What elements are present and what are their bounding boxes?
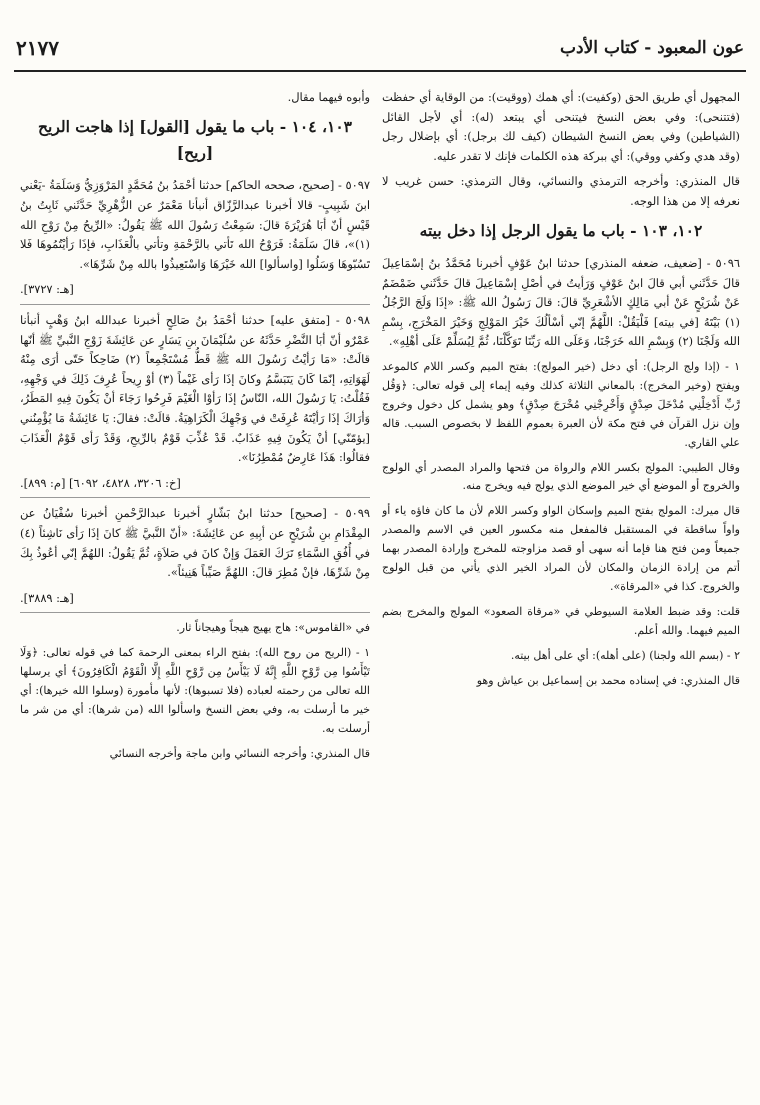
chapter-heading: ١٠٣، ١٠٤ - باب ما يقول [القول] إذا هاجت الريح [ريح] — [38, 116, 352, 162]
hadith-reference — [20, 589, 370, 614]
footnote: قال المنذري: وأخرجه النسائي وابن ماجة وأخرجه النسائي — [109, 746, 370, 760]
commentary-paragraph: قال المنذري: وأخرجه الترمذي والنسائي، وقال الترمذي: حسن غريب لا نعرفه إلا من هذا الوجه. — [382, 174, 740, 209]
reference-text: [خ: ٣٢٠٦، ٤٨٢٨، ٦٠٩٢] [م: ٨٩٩]. — [20, 475, 181, 490]
page-number: ٢١٧٧ — [16, 36, 59, 60]
left-column — [20, 88, 370, 1093]
footnote: قال ميرك: المولج بفتح الميم وإسكان الواو وكسر اللام لأن ما كان فاؤه ياء أو واواً ساقطة في المستقبل فالمفعل منه مكسور العين في الاسم والمصدر جميعاً ومن فتح هنا فإما أنه سهى أو قصد مزاوجته للمخرج وإرادة المصدر بهما أتم من إرادة الزمان والمكان لأن المراد الخير الذي يأتي من قبل الولوج والخروج. كذا في «المرقاة». — [382, 504, 740, 594]
footnote: ١ - (إذا ولج الرجل): أي دخل (خير المولج): بفتح الميم وكسر اللام كالموعد ويفتح (وخير المخرج): بالمعاني الثلاثة كذلك وفيه إيماء إلى قوله تعالى: ﴿وَقُل رَّبِّ أَدْخِلْنِي مُدْخَلَ صِدْقٍ وَأَخْرِجْنِي مُخْرَجَ صِدْقٍ﴾ وهو يشمل كل دخول وخروج وإن نزل القرآن في فتح مكة لأن العبرة بعموم اللفظ لا بخصوص السبب. قاله علي القاري. — [382, 360, 740, 449]
reference-text: [هـ: ٣٧٢٧]. — [20, 282, 74, 297]
hadith-5098: ٥٠٩٨ - [متفق عليه] حدثنا أحْمَدُ بنُ صَالِحٍ أخبرنا عبدالله ابنُ وَهْبٍ أنبأنا عَمْرٌو أنّ أبَا النَّضْرِ حَدَّثَهُ عن سُلَيْمَانَ بنِ يَسَارٍ عن عَائِشَةَ زَوْجِ النَّبيِّ ﷺ أنّها قالَتْ: «مَا رَأيْتُ رَسُولَ الله ﷺ قَطُّ مُسْتَجْمِعاً (٢) ضَاحِكاً حَتّى أرَى مِنْهُ لَهَوَاتِهِ، إنّمَا كَانَ يَتَبَسَّمُ وكانَ إذَا رَأى غَيْماً (٣) أوْ رِيحاً عُرِفَ ذَلِكَ في وَجْهِهِ، فَقُلْتُ: يَا رَسُولَ الله، النّاسُ إذَا رَأوْا الْغَيْمَ فَرِحُوا رَجَاءَ أنْ يَكُونَ فِيهِ المَطَرُ، وَأرَاكَ إذَا رَأيْتَهُ عُرِفَتْ في وَجْهِكَ الْكَرَاهِيَةُ. قالَتْ: فقالَ: يَا عَائِشَةُ مَا يُؤْمِنُني [يؤمّنّي] أنْ يَكُونَ فِيهِ عَذَابٌ. قَدْ عُذِّبَ قَوْمٌ بالرِّيحِ، وَقَدْ رَأى قَوْمٌ الْعَذَابَ فقالُوا: هَذَا عَارِضٌ مُمْطِرُنَا». — [20, 312, 370, 465]
page-header — [14, 34, 746, 72]
footnote: ٢ - (بسم الله ولجنا) (على أهله): أي على أهل بيته. — [510, 648, 740, 662]
hadith-5097: ٥٠٩٧ - [صحيح، صححه الحاكم] حدثنا أحْمَدُ بنُ مُحَمَّدٍ المَرْوَزِيُّ وَسَلَمَةُ -يَعْني ابنَ شَبِيبٍ- قالا أخبرنا عبدالرَّزّاق أنبأنا مَعْمَرٌ عن الزُّهْرِيِّ حَدَّثَني ثَابِتُ بنُ قَيْسٍ أنّ أبَا هُرَيْرَةَ قالَ: سَمِعْتُ رَسُولَ الله ﷺ يَقُولُ: «الرِّيحُ مِنْ رَوْحِ الله (١)»، قالَ سَلَمَةُ: فَرَوْحُ الله تَأتي بالرَّحْمَةِ وتأتي بالْعَذَابِ، فإذَا رَأيْتُمُوهَا فَلا تَسُبّوهَا وَسَلُوا [واسألوا] الله خَيْرَهَا وَاسْتَعِيذُوا بالله مِنْ شَرِّهَا». — [20, 178, 370, 271]
hadith-5096: ٥٠٩٦ - [ضعيف، ضعفه المنذري] حدثنا ابنُ عَوْفٍ أخبرنا مُحَمَّدُ بنُ إسْمَاعِيلَ قالَ حَدَّثَني أبي قالَ ابنُ عَوْفٍ وَرَأيتُ في أصْلِ إسْمَاعِيلَ قالَ حَدَّثَني ضَمْضَمٌ عَنْ شُرَيْحٍ عَنْ أبي مَالِكٍ الأشْعَرِيِّ قالَ: قالَ رَسُولُ الله ﷺ: «إذَا وَلَجَ الرَّجُلُ (١) بَيْتَهُ [في بيته] فَلْيَقُلْ: اللَّهُمَّ إنّي أسْألُكَ خَيْرَ المَوْلِجِ وَخَيْرَ المَخْرَجِ، بِسْمِ الله وَلَجْنَا (٢) وَبِسْمِ الله خَرَجْنَا، وَعَلَى الله رَبِّنَا تَوَكَّلْنَا، ثُمَّ لِيُسَلِّمْ عَلَى أهْلِهِ». — [382, 256, 740, 349]
footnote: قال المنذري: في إسناده محمد بن إسماعيل بن عياش وهو — [476, 673, 740, 687]
chapter-heading: ١٠٢، ١٠٣ - باب ما يقول الرجل إذا دخل بيته — [419, 220, 703, 240]
hadith-reference — [20, 474, 370, 499]
right-column — [382, 88, 740, 1093]
qamus-note: في «القاموس»: هاج يهيج هيجاً وهيجاناً ثار. — [176, 621, 370, 635]
reference-text: [هـ: ٣٨٨٩]. — [20, 590, 74, 605]
hadith-reference — [20, 280, 370, 305]
commentary-line: وأبوه فيهما مقال. — [287, 90, 370, 104]
hadith-5099: ٥٠٩٩ - [صحيح] حدثنا ابنُ بَشّارٍ أخبرنا عبدالرَّحْمنِ أخبرنا سُفْيَانُ عن المِقْدَامِ بنِ شُرَيْحٍ عن أبِيهِ عن عَائِشَةَ: «أنّ النَّبيَّ ﷺ كانَ إذَا رَأى نَاشِئاً (٤) في أُفُقِ السَّمَاءِ تَرَكَ العَمَلَ وَإنْ كانَ في صَلاَةٍ، ثُمَّ يَقُولُ: اللهُمَّ إنّي أعُوذُ بِكَ مِنْ شَرِّهَا، فإنْ مُطِرَ قالَ: اللهُمَّ صَيِّباً هَنِيئاً». — [20, 506, 370, 580]
commentary-paragraph: المجهول أي طريق الحق (وكفيت): أي همك (ووقيت): من الوقاية أي حفظت (فتتنحى): وفي بعض النسخ فيتنحى أي يبتعد (له): أي لأجل القائل (الشياطين) وفي بعض النسخ الشيطان (كيف لك برجل): أي بإضلال رجل (وقد هدي وكفي ووقي): أي ببركة هذه الكلمات فإنك لا تقدر عليه. — [382, 90, 740, 163]
running-title: عون المعبود - كتاب الأدب — [560, 38, 744, 58]
footnote: ١ - (الريح من روح الله): بفتح الراء بمعنى الرحمة كما في قوله تعالى: ﴿وَلَا تَيْأَسُوا مِن رَّوْحِ اللَّهِ إِنَّهُ لَا يَيْأَسُ مِن رَّوْحِ اللَّهِ إِلَّا الْقَوْمُ الْكَافِرُونَ﴾ أي يرسلها الله تعالى من رحمته لعباده (فلا تسبوها): لأنها مأمورة (وسلوا الله خيرها): أي خير ما أرسلت به، وفي بعض النسخ واسألوا الله (من شرها): أي من شر ما أرسلت به. — [20, 646, 370, 736]
footnote: وقال الطيبي: المولج بكسر اللام والرواة من فتحها والمراد المصدر أي الولوج والخروج أو الموضع أي خير الموضع الذي يولج فيه ويخرج منه. — [382, 460, 740, 493]
footnote: قلت: وقد ضبط العلامة السيوطي في «مرقاة الصعود» المولج والمخرج بضم الميم فيهما. والله أعلم. — [382, 604, 740, 637]
